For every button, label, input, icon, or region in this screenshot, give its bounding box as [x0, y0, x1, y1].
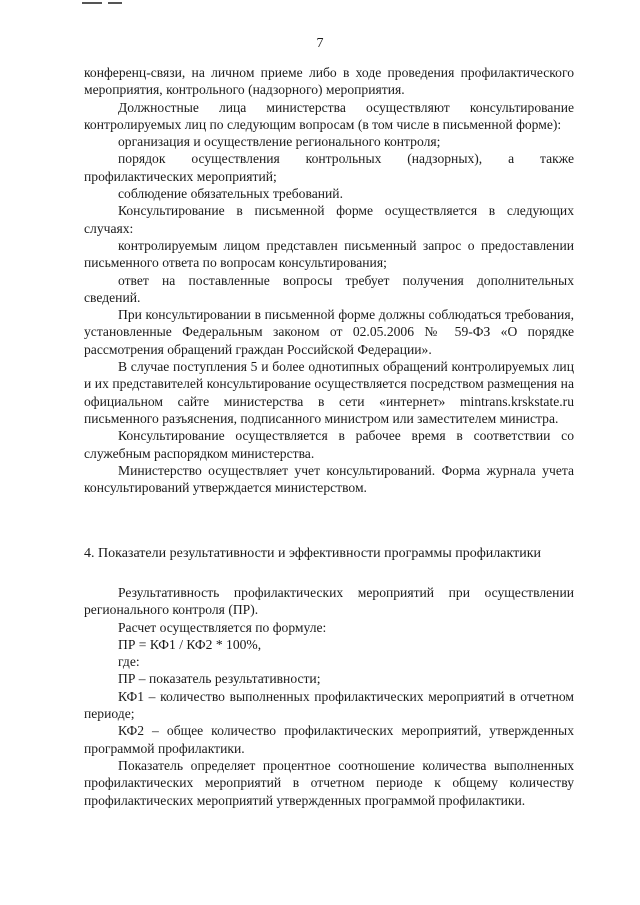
page-number: 7 [316, 36, 324, 51]
list-item: контролируемым лицом представлен письменный запрос о предоставлении письменного ответа по вопросам консультирования; [84, 237, 574, 271]
paragraph: Должностные лица министерства осуществляют консультирование контролируемых лиц по следующим вопросам (в том числе в письменной форме): [84, 99, 574, 132]
scan-artifact-mark [82, 2, 102, 4]
list-item: ответ на поставленные вопросы требует получения дополнительных сведений. [84, 272, 574, 305]
paragraph: Результативность профилактических мероприятий при осуществлении регионального контроля (ПР). [84, 585, 574, 618]
paragraph: Консультирование осуществляется в рабочее время в соответствии со служебным распорядком министерства. [84, 428, 574, 461]
paragraph: Министерство осуществляет учет консультирований. Форма журнала учета консультирований утверждается министерством. [84, 462, 574, 496]
list-item: соблюдение обязательных требований. [118, 186, 343, 202]
paragraph: Расчет осуществляется по формуле: [118, 619, 327, 635]
body-text-top [84, 64, 574, 496]
paragraph: При консультировании в письменной форме должны соблюдаться требования, установленные Федеральным законом от 02.05.2006 № 59-ФЗ «О порядке рассмотрения обращений граждан Российской Федерации». [84, 307, 574, 357]
definition-item: КФ1 – количество выполненных профилактических мероприятий в отчетном периоде; [84, 688, 574, 722]
definition-item: КФ2 – общее количество профилактических мероприятий, утвержденных программой профилактики. [84, 723, 574, 756]
paragraph: конференц-связи, на личном приеме либо в ходе проведения профилактического мероприятия, контрольного (надзорного) мероприятия. [84, 65, 574, 98]
paragraph: В случае поступления 5 и более однотипных обращений контролируемых лиц и их представителей консультирование осуществляется посредством размещения на официальном сайте министерства в сети «интернет» mintrans.krskstate.ru письменного разъяснения, подписанного министром или заместителем министра. [84, 359, 574, 426]
body-text-bottom [84, 584, 574, 809]
list-item: порядок осуществления контрольных (надзорных), а также профилактических мероприятий; [84, 151, 574, 184]
formula: ПР = КФ1 / КФ2 * 100%, [118, 636, 262, 652]
formula-where: где: [118, 654, 140, 670]
scan-artifact-mark [108, 2, 122, 4]
paragraph: Показатель определяет процентное соотношение количества выполненных профилактических мероприятий в отчетном периоде к общему количеству профилактических мероприятий утвержденных программой профилактики. [84, 757, 574, 808]
definition-item: ПР – показатель результативности; [118, 671, 321, 687]
section-heading: 4. Показатели результативности и эффективности программы профилактики [84, 546, 542, 561]
paragraph: Консультирование в письменной форме осуществляется в следующих случаях: [84, 203, 574, 236]
list-item: организация и осуществление регионального контроля; [118, 134, 441, 150]
